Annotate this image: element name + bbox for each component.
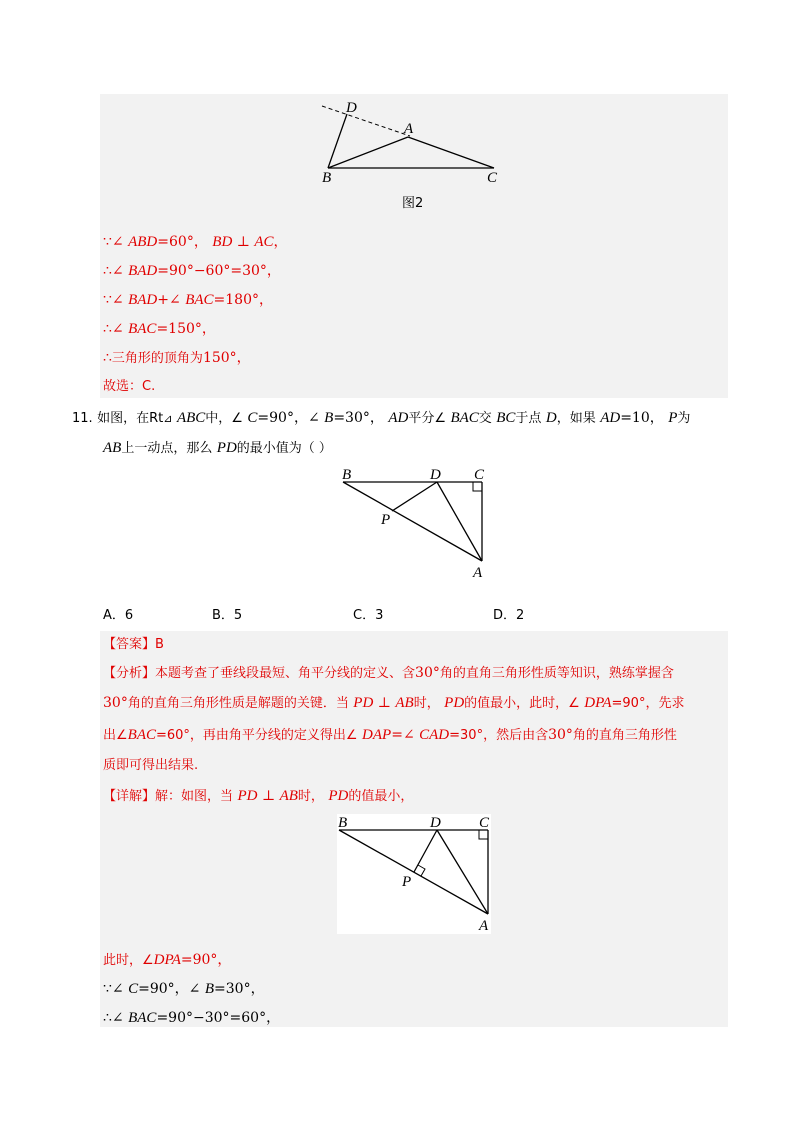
question-11-line-2: AB上一动点，那么 PD的最小值为（ ）	[103, 440, 332, 456]
because-symbol: ∵	[103, 981, 112, 997]
prev-line-3: ∵∠ BAD+∠ BAC=180°，	[103, 292, 273, 308]
label-d: D	[430, 467, 441, 483]
label-d: D	[430, 815, 441, 831]
label-c: C	[479, 815, 490, 831]
figure-2-caption: 图2	[402, 196, 424, 211]
label-a: A	[479, 918, 489, 934]
detail-line-2: 此时，∠DPA=90°，	[103, 952, 232, 968]
prev-line-6: 故选：C.	[103, 379, 156, 394]
option-d[interactable]: D．2	[493, 608, 525, 623]
segment-ac	[408, 137, 494, 168]
right-angle-mark-p	[418, 865, 425, 876]
label-a: A	[404, 121, 414, 137]
label-b: B	[322, 170, 332, 186]
therefore-symbol: ∴	[103, 321, 112, 337]
segment-ba	[339, 830, 488, 914]
option-b[interactable]: B．5	[212, 608, 243, 623]
label-p: P	[381, 512, 391, 528]
segment-bd	[328, 114, 347, 168]
answer-line	[103, 634, 164, 655]
prev-line-1: ∵∠ ABD=60°， BD ⊥ AC，	[103, 234, 288, 250]
detail-line-1: 【详解】解：如图，当 PD ⊥ AB时， PD的值最小，	[103, 788, 414, 804]
question-11-line-1: 11. 如图，在Rt⊿ ABC中，∠ C=90°，∠ B=30°， AD平分∠ BAC交 BC于点 D，如果 AD=10， P为	[72, 410, 691, 426]
therefore-symbol: ∴	[103, 1010, 112, 1026]
therefore-symbol: ∴	[103, 350, 112, 366]
segment-ba	[343, 482, 482, 561]
segment-pd	[392, 482, 437, 511]
detail-line-3: ∵∠ C=90°，∠ B=30°，	[103, 981, 265, 997]
label-p: P	[402, 874, 412, 890]
label-d: D	[346, 100, 357, 116]
detail-tag: 【详解】	[103, 789, 156, 804]
therefore-symbol: ∴	[103, 263, 112, 279]
right-angle-mark-c	[479, 830, 488, 839]
analysis-line-1: 【分析】本题考查了垂线段最短、角平分线的定义、含30°角的直角三角形性质等知识，熟练掌握含	[103, 665, 674, 681]
analysis-line-4: 质即可得出结果.	[103, 758, 199, 773]
label-b: B	[338, 815, 348, 831]
answer-value: B	[155, 637, 164, 652]
label-c: C	[487, 170, 498, 186]
because-symbol: ∵	[103, 234, 112, 250]
answer-tag: 【答案】	[103, 637, 156, 652]
because-symbol: ∵	[103, 292, 112, 308]
segment-ba	[328, 137, 408, 168]
option-c[interactable]: C．3	[353, 608, 384, 623]
question-number: 11.	[72, 411, 93, 426]
dashed-extension	[322, 106, 410, 136]
prev-line-4: ∴∠ BAC=150°，	[103, 321, 216, 337]
prev-line-5: ∴三角形的顶角为150°，	[103, 350, 251, 366]
analysis-line-2: 30°角的直角三角形性质是解题的关键．当 PD ⊥ AB时， PD的值最小，此时，∠ DPA=90°，先求	[103, 695, 685, 711]
analysis-line-3: 出∠BAC=60°，再由角平分线的定义得出∠ DAP=∠ CAD=30°，然后由含30°角的直角三角形性	[103, 727, 677, 743]
prev-line-2: ∴∠ BAD=90°−60°=30°，	[103, 263, 281, 279]
right-angle-mark	[473, 482, 482, 491]
option-a[interactable]: A．6	[103, 608, 134, 623]
detail-figure	[0, 814, 800, 954]
detail-line-4: ∴∠ BAC=90°−30°=60°，	[103, 1010, 281, 1026]
label-b: B	[342, 467, 352, 483]
segment-da	[437, 482, 482, 561]
analysis-tag: 【分析】	[103, 666, 156, 681]
label-c: C	[474, 467, 485, 483]
segment-pd	[414, 830, 437, 872]
segment-da	[437, 830, 488, 914]
question-figure	[0, 465, 800, 605]
label-a: A	[473, 565, 483, 581]
